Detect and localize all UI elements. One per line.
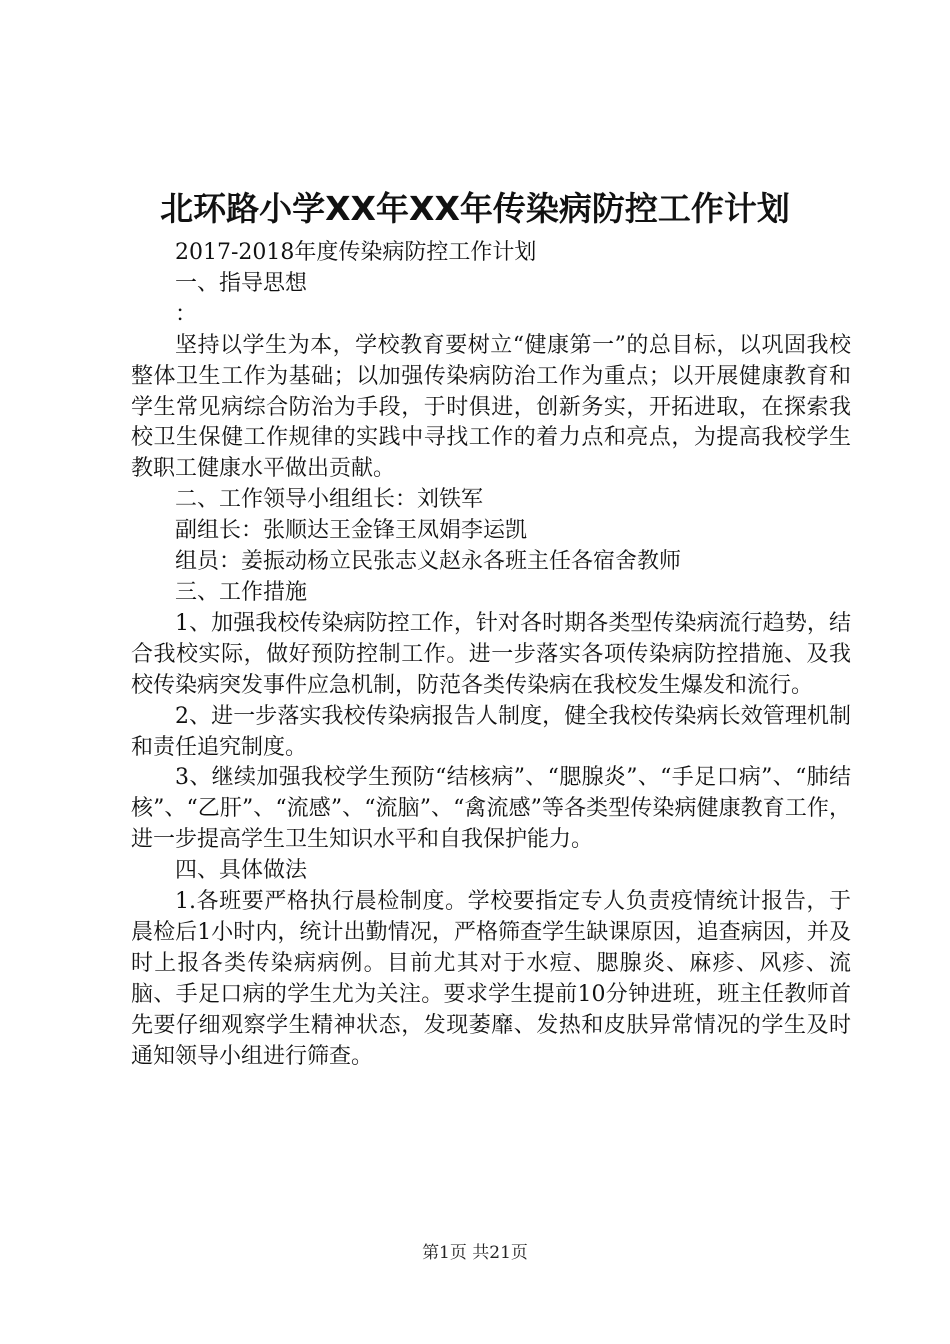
section-heading-measures: 三、工作措施 (175, 579, 308, 605)
paragraph-plan-heading: 2017-2018年度传染病防控工作计划 (175, 240, 537, 265)
paragraph-ideology-text: 坚持以学生为本，学校教育要树立“健康第一”的总目标，以巩固我校整体卫生工作为基础；以加强传染病防治工作为重点；以开展健康教育和学生常见病综合防治为手段，于时俱进，创新务实，开拓进取，在探索我校卫生保健工作规律的实践中寻找工作的着力点和亮点，为提高我校学生教职工健康水平做出贡献。 (131, 332, 851, 482)
paragraph-group-members: 组员：姜振动杨立民张志义赵永各班主任各宿舍教师 (175, 549, 682, 575)
section-heading-specific-practices: 四、具体做法 (175, 858, 308, 884)
paragraph-practice-1: 1.各班要严格执行晨检制度。学校要指定专人负责疫情统计报告，于晨检后1小时内，统计出勤情况，严格筛查学生缺课原因，追查病因，并及时上报各类传染病病例。目前尤其对于水痘、腮腺炎、麻疹、风疹、流脑、手足口病的学生尤为关注。要求学生提前10分钟进班，班主任教师首先要仔细观察学生精神状态，发现萎靡、发热和皮肤异常情况的学生及时通知领导小组进行筛查。 (131, 889, 851, 1069)
paragraph-measure-1: 1、加强我校传染病防控工作，针对各时期各类型传染病流行趋势，结合我校实际，做好预防控制工作。进一步落实各项传染病防控措施、及我校传染病突发事件应急机制，防范各类传染病在我校发生爆发和流行。 (131, 610, 851, 698)
paragraph-deputy-leaders: 副组长：张顺达王金锋王凤娟李运凯 (175, 518, 528, 544)
page-footer: 第1页 共21页 (422, 1243, 528, 1263)
paragraph-colon: ： (175, 301, 198, 327)
paragraph-measure-3: 3、继续加强我校学生预防“结核病”、“腮腺炎”、“手足口病”、“肺结核”、“乙肝”、“流感”、“流脑”、“禽流感”等各类型传染病健康教育工作，进一步提高学生卫生知识水平和自我保护能力。 (131, 765, 851, 853)
paragraph-measure-2: 2、进一步落实我校传染病报告人制度，健全我校传染病长效管理机制和责任追究制度。 (131, 703, 851, 760)
document-title: 北环路小学XX年XX年传染病防控工作计划 (160, 189, 790, 228)
paragraph-group-leader: 二、工作领导小组组长：刘铁军 (175, 487, 484, 513)
section-heading-guiding-ideology: 一、指导思想 (175, 270, 308, 296)
document-body (131, 238, 851, 1072)
